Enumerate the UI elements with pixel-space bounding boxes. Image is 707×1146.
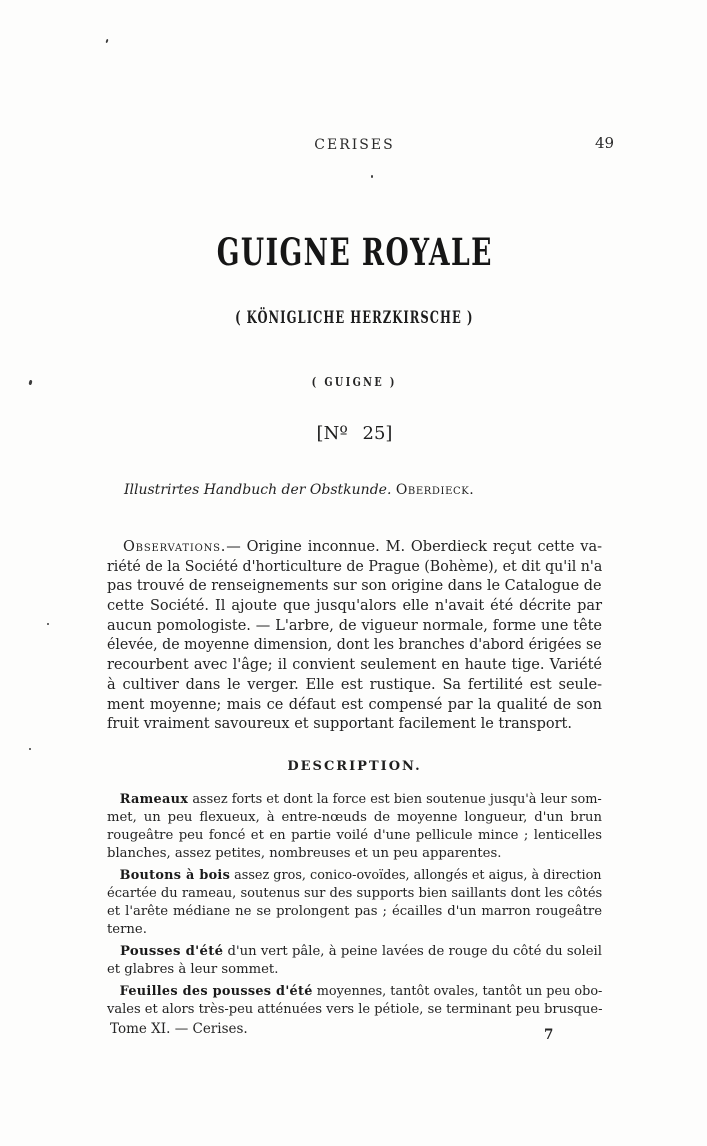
text-line: Rameaux assez forts et dont la force est bien soutenue jusqu'à leur som-: [119, 792, 602, 807]
reference-author: Oberdieck.: [395, 482, 475, 498]
paragraph-lead: Observations.: [123, 539, 227, 555]
text-line: élevée, de moyenne dimension, dont les branches d'abord érigées se: [107, 637, 602, 654]
ink-speck: [28, 380, 32, 386]
description-heading: DESCRIPTION.: [287, 759, 422, 774]
footer-signature-number: 7: [544, 1027, 554, 1043]
subtitle-german: ( KÖNIGLICHE HERZKIRSCHE ): [235, 308, 474, 327]
ink-speck: [47, 623, 49, 625]
subtitle-type-block: [107, 371, 602, 390]
paragraph-pousses-ete: [107, 943, 602, 979]
paragraph-lead: Boutons à bois: [119, 868, 231, 883]
text-line: fruit vraiment savoureux et supportant facilement le transport.: [107, 716, 572, 733]
text-line: vales et alors très-peu atténuées vers le pétiole, se terminant peu brusque-: [107, 1002, 603, 1017]
text-line: riété de la Société d'horticulture de Prague (Bohème), et dit qu'il n'a: [107, 558, 603, 575]
text-line: Boutons à bois assez gros, conico-ovoïdes, allongés et aigus, à direction: [119, 868, 602, 883]
text-line: recourbent avec l'âge; il convient seulement en haute tige. Variété: [107, 657, 602, 674]
paragraph-feuilles-pousses-ete: [107, 983, 602, 1019]
text-line: Feuilles des pousses d'été moyennes, tantôt ovales, tantôt un peu obo-: [119, 984, 603, 999]
text-line: Observations.— Origine inconnue. M. Oberdieck reçut cette va-: [123, 539, 602, 555]
catalog-number: [Nº 25]: [316, 423, 393, 444]
subtitle-type: ( GUIGNE ): [311, 375, 398, 389]
variety-title: GUIGNE ROYALE: [216, 230, 493, 274]
text-line: et l'arête médiane ne se prolongent pas ; écailles d'un marron rougeâtre: [107, 904, 602, 919]
paragraph-rameaux: [107, 791, 602, 863]
text-line: met, un peu flexueux, à entre-nœuds de moyenne longueur, d'un brun: [107, 810, 602, 825]
bibliographic-reference: [107, 482, 619, 498]
text-line: et glabres à leur sommet.: [107, 962, 279, 977]
subtitle-german-block: [107, 308, 602, 327]
paragraph-lead: Rameaux: [119, 792, 189, 807]
description-section: [107, 791, 602, 1023]
observations-paragraph: [107, 538, 602, 735]
text-line: aucun pomologiste. — L'arbre, de vigueur normale, forme une tête: [107, 617, 602, 634]
paragraph-lead: Feuilles des pousses d'été: [119, 984, 313, 999]
paragraph-boutons-a-bois: [107, 867, 602, 939]
text-line: blanches, assez petites, nombreuses et un peu apparentes.: [107, 846, 502, 861]
text-line: à cultiver dans le verger. Elle est rustique. Sa fertilité est seule-: [107, 676, 602, 693]
text-line: terne.: [107, 922, 147, 937]
text-line: ment moyenne; mais ce défaut est compensé par la qualité de son: [107, 696, 602, 713]
paragraph-lead: Pousses d'été: [120, 944, 224, 959]
text-line: cette Société. Il ajoute que jusqu'alors elle n'avait été décrite par: [107, 598, 602, 615]
text-line: pas trouvé de renseignements sur son origine dans le Catalogue de: [107, 578, 602, 595]
page-number: 49: [595, 134, 615, 152]
variety-title-block: [107, 230, 602, 274]
ink-speck: [29, 748, 31, 750]
page-header: [107, 134, 602, 153]
ink-speck: [371, 175, 373, 178]
running-title: CERISES: [314, 137, 395, 153]
text-line: écartée du rameau, soutenus sur des supports bien saillants dont les côtés: [107, 886, 603, 901]
text-line: Pousses d'été d'un vert pâle, à peine lavées de rouge du côté du soleil: [120, 944, 602, 959]
text-line: rougeâtre peu foncé et en partie voilé d'une pellicule mince ; lenticelles: [107, 828, 602, 843]
footer-volume-label: Tome XI. — Cerises.: [110, 1021, 248, 1037]
reference-source: Illustrirtes Handbuch der Obstkunde.: [124, 482, 392, 498]
ink-speck: [105, 39, 108, 43]
